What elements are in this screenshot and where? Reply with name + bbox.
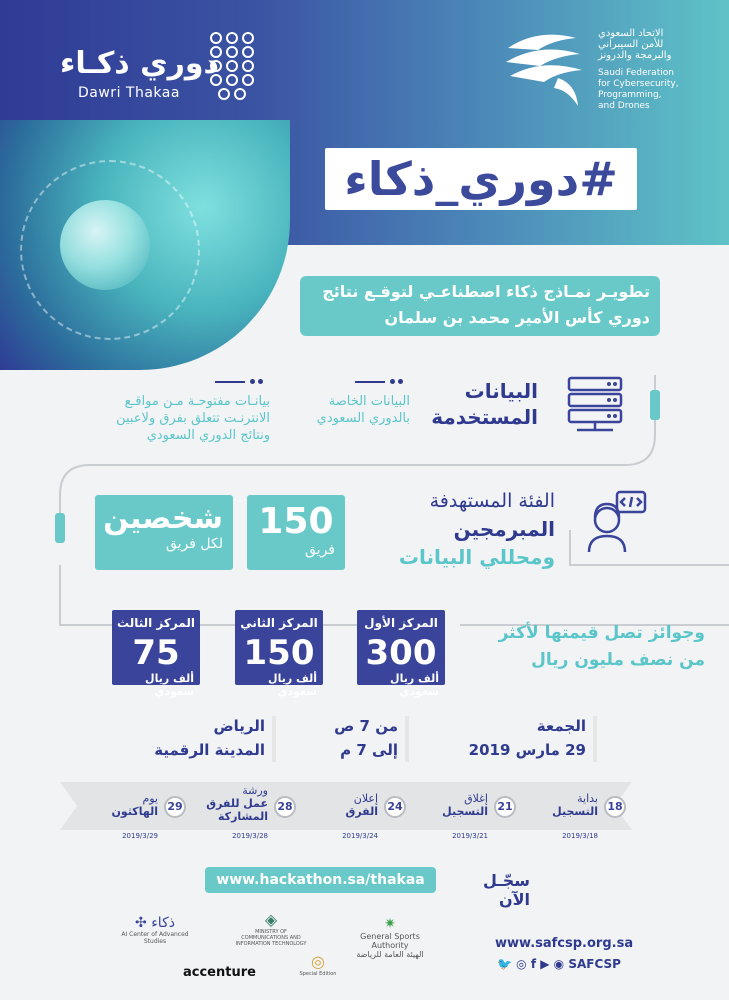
step-number: 21 [494,796,516,818]
ministry-emblem-icon: ◈ [264,910,278,929]
server-icon [565,376,625,434]
fed-ar-line: للأمن السيبراني [598,39,664,50]
ai-center-icon: ✣ ذكاء [135,915,175,931]
prize-value: 75 [132,633,180,673]
team-size-card [95,495,233,570]
step-label [308,792,378,818]
accenture-logo: accenture [183,965,256,980]
special-edition-text: Special Edition [299,971,337,977]
data-open-line: بيانـات مفتوحـة مـن مواقـع [124,394,270,409]
step-label [528,792,598,818]
step-label-line: المشاركة [218,810,268,823]
step-label-line: الهاكثون [111,805,158,818]
data-section-title [420,378,538,430]
header-hero-image [0,120,290,370]
prize-unit: ألف ريال سعودي [268,672,317,698]
data-own-text [290,393,410,427]
step-label-line: الفرق [345,805,378,818]
robot-ball-image [60,200,150,290]
step-label-line: التسجيل [552,805,598,818]
step-date: 2019/3/21 [452,832,488,840]
step-label [83,792,158,818]
special-edition-logo [295,952,341,977]
footer-website-link[interactable]: www.safcsp.org.sa [495,936,634,951]
register-link[interactable]: www.hackathon.sa/thakaa [205,867,436,893]
step-label-line: بداية [577,792,598,805]
fed-ar-line: والبرمجة والدرونز [598,50,672,61]
fed-en-line: Saudi Federation [598,68,674,78]
sports-authority-ar: الهيئة العامة للرياضة [356,950,424,959]
bullet-dot [250,379,255,384]
step-date: 2019/3/28 [232,832,268,840]
subtitle-line-1: تطويـر نمـاذج ذكاء اصطناعـي لتوقـع نتائج [322,282,650,301]
twitter-icon[interactable]: 🐦 [497,957,512,971]
bullet-dash [215,381,245,383]
snapchat-icon[interactable]: ◉ [553,957,565,971]
bullet-dot [390,379,395,384]
step-label [193,784,268,823]
event-city: الرياض [213,717,265,735]
step-label [418,792,488,818]
ministry-logo [235,910,307,947]
event-location [130,714,265,762]
ai-center-ar: ذكاء [151,915,175,931]
prizes-intro-line: من نصف مليون ريال [531,650,705,670]
ministry-name: MINISTRY OF COMMUNICATIONS AND INFORMATION TECHNOLOGY [235,929,307,947]
brand-name-english: Dawri Thakaa [78,85,180,101]
federation-name-english [598,68,708,112]
prize-value: 300 [365,633,437,673]
data-title-line: البيانات [464,379,538,403]
sports-authority-en: General Sports Authority [360,932,420,950]
prize-second [235,610,323,698]
emblem-icon: ◎ [311,952,325,971]
fed-en-line: for Cybersecurity, [598,79,679,89]
step-label-line: إغلاق [464,792,488,805]
step-number: 24 [384,796,406,818]
target-group-line-2: ومحللي البيانات [398,545,555,569]
social-links [497,957,621,971]
event-time [300,714,398,762]
event-date-value: 29 مارس 2019 [468,741,586,759]
data-own-line: بالدوري السعودي [316,411,410,426]
event-time-to: إلى 7 م [340,741,398,759]
prizes-intro-line: وجوائز تصل قيمتها لأكثر [498,623,705,643]
step-label-line: عمل للفرق [206,797,268,810]
data-own-line: البيانات الخاصة [328,394,410,409]
prize-value: 150 [243,633,315,673]
event-date [450,714,586,762]
developer-icon [585,490,647,554]
prize-unit: ألف ريال سعودي [145,672,194,698]
youtube-icon[interactable]: ▶ [540,957,550,971]
hexagon-logo-icon [206,30,258,106]
event-day: الجمعة [536,717,586,735]
step-label-line: ورشة [242,784,268,797]
divider [272,716,276,762]
hashtag-title: #دوري_ذكاء [344,152,618,206]
subtitle-line-2: دوري كأس الأمير محمد بن سلمان [384,308,650,327]
prize-title: المركز الثاني [240,616,318,630]
step-label-line: إعلان [353,792,378,805]
step-number: 29 [164,796,186,818]
step-number: 18 [604,796,626,818]
fed-ar-line: الاتحاد السعودي [598,28,664,39]
prize-third [112,610,200,698]
target-label: الفئة المستهدفة [429,490,555,512]
prize-unit: ألف ريال سعودي [390,672,439,698]
step-number: 28 [274,796,296,818]
step-date: 2019/3/29 [122,832,158,840]
instagram-icon[interactable]: ◎ [516,957,527,971]
divider [593,716,597,762]
teams-value: 150 [258,501,334,542]
data-open-line: الانترنـت تتعلق بفرق ولاعبين [116,411,270,426]
bullet-dash [355,381,385,383]
data-title-line: المستخدمة [431,405,538,429]
step-label-line: التسجيل [442,805,488,818]
bullet-dot [398,379,403,384]
prize-title: المركز الثالث [117,616,195,630]
event-time-from: من 7 ص [334,717,398,735]
step-date: 2019/3/18 [562,832,598,840]
step-date: 2019/3/24 [342,832,378,840]
fed-en-line: Programming, [598,90,662,100]
brand-name-arabic: دوري ذكـاء [60,46,219,81]
register-label: سجّـل الآن [482,871,530,909]
ai-center-logo [110,915,200,945]
teams-count-card [247,495,345,570]
target-group-line-1: المبرمجين [453,517,555,541]
data-open-text [100,393,270,444]
team-size-unit: لكل فريق [165,536,223,552]
facebook-icon[interactable]: f [530,957,537,971]
event-venue: المدينة الرقمية [154,741,265,759]
ai-center-name: AI Center of Advanced Studies [121,931,189,945]
prize-title: المركز الأول [364,616,438,630]
bullet-dot [258,379,263,384]
star-icon: ✷ [384,916,396,932]
teams-unit: فريق [305,542,335,558]
federation-name-arabic [598,28,708,61]
federation-wing-logo-icon [498,28,590,108]
step-label-line: يوم [142,792,158,805]
data-open-line: ونتائج الدوري السعودي [146,428,270,443]
prize-first [357,610,445,698]
sports-authority-logo [345,916,435,959]
divider [405,716,409,762]
social-handle: SAFCSP [568,957,621,971]
prizes-intro [470,620,705,674]
team-size-value: شخصين [103,501,223,536]
fed-en-line: and Drones [598,101,650,111]
